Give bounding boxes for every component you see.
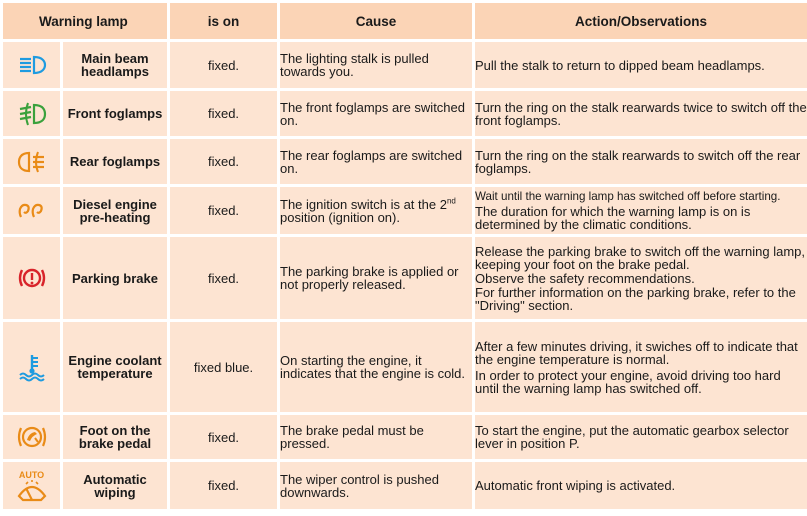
row-icon-cell (3, 187, 60, 234)
cause-text: The ignition switch is at the 2 (280, 196, 447, 212)
header-cause: Cause (280, 3, 472, 39)
ordinal-suffix: nd (446, 196, 456, 206)
row-icon-cell (3, 462, 60, 509)
table-row (3, 187, 807, 234)
action-line: Wait until the warning lamp has switched off before starting. (475, 190, 781, 203)
lamp-status: fixed blue. (170, 322, 277, 412)
lamp-action (475, 415, 807, 459)
table-row (3, 42, 807, 88)
cause-text-end: position (ignition on). (280, 209, 400, 225)
header-warning-lamp: Warning lamp (3, 3, 167, 39)
action-line: Release the parking brake to switch off the warning lamp, keeping your foot on the brake pedal. (475, 243, 806, 272)
lamp-status: fixed. (170, 42, 277, 88)
lamp-action (475, 237, 807, 319)
lamp-action (475, 42, 807, 88)
row-icon-cell (3, 322, 60, 412)
parking-brake-icon (16, 269, 48, 284)
action-line: In order to protect your engine, avoid driving too hard until the warning lamp has switched off. (475, 367, 781, 396)
row-icon-cell (3, 42, 60, 88)
row-icon-cell (3, 237, 60, 319)
table-row (3, 462, 807, 509)
lamp-name: Engine coolant temperature (63, 322, 167, 412)
lamp-status: fixed. (170, 91, 277, 136)
lamp-name: Foot on the brake pedal (63, 415, 167, 459)
table-header-row (3, 3, 807, 39)
row-icon-cell (3, 91, 60, 136)
lamp-cause: The brake pedal must be pressed. (280, 415, 472, 459)
lamp-status: fixed. (170, 187, 277, 234)
lamp-action (475, 187, 807, 234)
lamp-cause (280, 187, 472, 234)
action-line: To start the engine, put the automatic gearbox selector lever in position P. (475, 423, 789, 451)
lamp-action (475, 322, 807, 412)
lamp-action (475, 462, 807, 509)
lamp-name: Parking brake (63, 237, 167, 319)
lamp-cause: The lighting stalk is pulled towards you. (280, 42, 472, 88)
table-row (3, 415, 807, 459)
front-foglamp-icon (17, 105, 47, 120)
lamp-action (475, 91, 807, 136)
row-icon-cell (3, 415, 60, 459)
table-row (3, 322, 807, 412)
auto-label: AUTO (18, 469, 45, 480)
header-action: Action/Observations (475, 3, 807, 39)
row-icon-cell (3, 139, 60, 184)
action-line: Turn the ring on the stalk rearwards twice to switch off the front foglamps. (475, 99, 807, 128)
lamp-status: fixed. (170, 415, 277, 459)
header-is-on: is on (170, 3, 277, 39)
auto-wiper-icon (16, 482, 48, 497)
lamp-name: Main beam headlamps (63, 42, 167, 88)
action-line: The duration for which the warning lamp is on is determined by the climatic conditions. (475, 204, 751, 232)
rear-foglamp-icon (17, 153, 47, 168)
lamp-cause: The wiper control is pushed downwards. (280, 462, 472, 509)
lamp-cause: The front foglamps are switched on. (280, 91, 472, 136)
lamp-name: Diesel engine pre-heating (63, 187, 167, 234)
foot-on-brake-icon (15, 428, 49, 443)
action-line: Turn the ring on the stalk rearwards to switch off the rear foglamps. (475, 147, 801, 176)
lamp-status: fixed. (170, 462, 277, 509)
table-row (3, 139, 807, 184)
table-row (3, 237, 807, 319)
table-row (3, 91, 807, 136)
main-beam-icon (17, 56, 47, 71)
lamp-cause: The parking brake is applied or not properly released. (280, 237, 472, 319)
lamp-name: Automatic wiping (63, 462, 167, 509)
coolant-temperature-icon (17, 358, 47, 373)
action-line: Observe the safety recommendations. (475, 270, 695, 286)
lamp-name: Front foglamps (63, 91, 167, 136)
lamp-cause: The rear foglamps are switched on. (280, 139, 472, 184)
action-line: For further information on the parking brake, refer to the "Driving" section. (475, 284, 796, 313)
lamp-name: Rear foglamps (63, 139, 167, 184)
action-line: After a few minutes driving, it swiches off to indicate that the engine temperature is normal. (475, 338, 798, 367)
lamp-action (475, 139, 807, 184)
lamp-status: fixed. (170, 139, 277, 184)
action-line: Pull the stalk to return to dipped beam headlamps. (475, 57, 765, 73)
lamp-cause: On starting the engine, it indicates that the engine is cold. (280, 322, 472, 412)
action-line: Automatic front wiping is activated. (475, 478, 676, 493)
glow-plug-icon (17, 202, 47, 217)
lamp-status: fixed. (170, 237, 277, 319)
